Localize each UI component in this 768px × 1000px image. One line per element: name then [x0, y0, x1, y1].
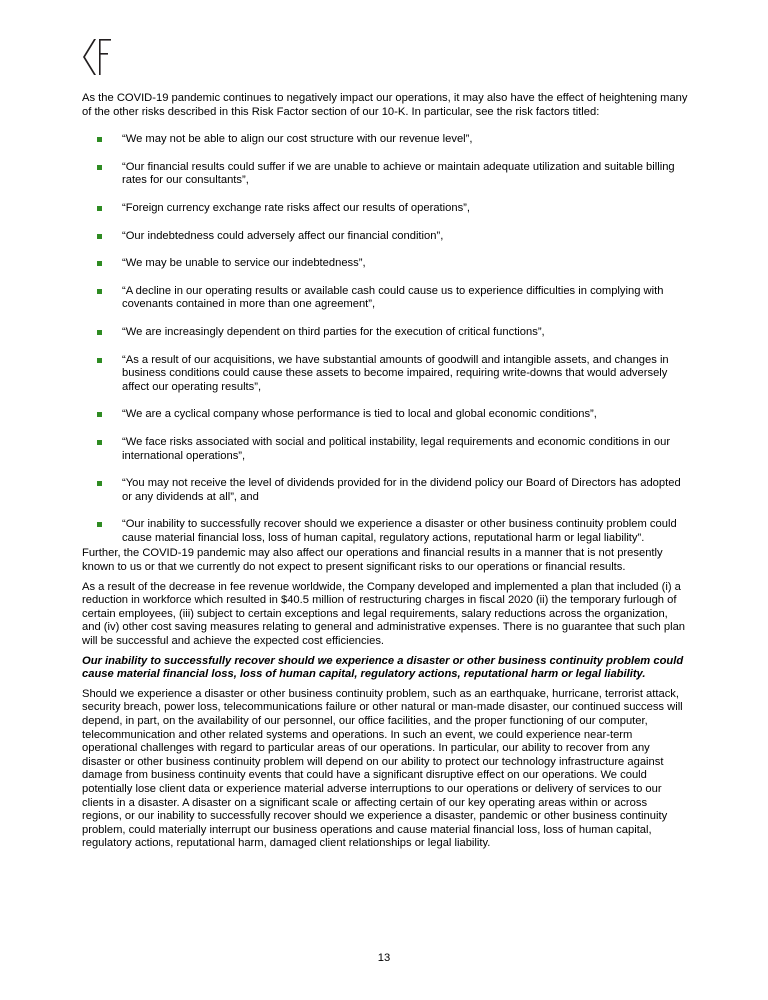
list-item [82, 133, 688, 147]
list-item [82, 285, 688, 312]
disaster-paragraph: Should we experience a disaster or other business continuity problem, such as an earthquake, hurricane, terrorist attack, security breach, power loss, telecommunications failure or other natural or man-made disaster, our continued success will depend, in part, on the availability of our personnel, our office facilities, and the proper functioning of our computer, telecommunication and other related systems and operations. In such an event, we could experience near-term operational challenges with regard to particular areas of our operations. In particular, our ability to recover from any disaster or other business continuity problem will depend on our ability to protect our technology infrastructure against damage from business continuity events that could have a significant disruptive effect on our operations. We could potentially lose client data or experience material adverse interruptions to our operations or delivery of services to our clients in a disaster. A disaster on a significant scale or affecting certain of our key operating areas within or across regions, or our inability to successfully recover should we experience a disaster, pandemic or other business continuity problem, could materially interrupt our business operations and cause material financial loss, loss of human capital, regulatory actions, reputational harm, damaged client relationships or legal liability. [82, 687, 683, 850]
risk-factor-list [82, 133, 688, 545]
further-paragraph: Further, the COVID-19 pandemic may also affect our operations and financial results in a manner that is not presently known to us or that we currently do not expect to present significant risks to our operations or financial results. [82, 547, 663, 574]
risk-factor-text: “We may not be able to align our cost structure with our revenue level”, [122, 133, 473, 146]
risk-factor-text: “We are a cyclical company whose performance is tied to local and global economic conditions”, [122, 408, 597, 421]
risk-factor-text: “You may not receive the level of dividends provided for in the dividend policy our Board of Directors has adopted or any dividends at all”, and [122, 477, 681, 503]
kf-monogram-icon [80, 36, 112, 76]
square-bullet-icon [97, 234, 102, 239]
list-item [82, 436, 688, 463]
list-item [82, 230, 688, 244]
risk-factor-text: “A decline in our operating results or available cash could cause us to experience difficulties in complying with covenants contained in more than one agreement”, [122, 284, 664, 311]
list-item [82, 477, 688, 504]
list-item [82, 518, 688, 545]
square-bullet-icon [97, 206, 102, 211]
document-body [82, 92, 688, 857]
list-item [82, 408, 688, 422]
square-bullet-icon [97, 358, 102, 363]
page-number: 13 [377, 952, 391, 964]
risk-factor-text: “We may be unable to service our indebtedness”, [122, 257, 366, 270]
risk-factor-text: “As a result of our acquisitions, we have substantial amounts of goodwill and intangible assets, and changes in business conditions could cause these assets to become impaired, requiring write-downs that would adversely affect our operating results”, [122, 353, 669, 393]
list-item [82, 326, 688, 340]
square-bullet-icon [97, 440, 102, 445]
list-item [82, 257, 688, 271]
intro-paragraph: As the COVID-19 pandemic continues to negatively impact our operations, it may also have the effect of heightening many of the other risks described in this Risk Factor section of our 10-K. In particular, see the risk factors titled: [82, 92, 688, 118]
risk-factor-text: “Foreign currency exchange rate risks affect our results of operations”, [122, 201, 471, 214]
square-bullet-icon [97, 481, 102, 486]
square-bullet-icon [97, 412, 102, 417]
risk-factor-text: “Our inability to successfully recover should we experience a disaster or other business continuity problem could cause material financial loss, loss of human capital, regulatory actions, reputational harm or legal liability”. [122, 518, 677, 544]
risk-factor-text: “We are increasingly dependent on third parties for the execution of critical functions”, [122, 325, 545, 338]
square-bullet-icon [97, 137, 102, 142]
risk-factor-text: “Our indebtedness could adversely affect our financial condition”, [122, 229, 444, 242]
square-bullet-icon [97, 289, 102, 294]
risk-factor-text: “Our financial results could suffer if we are unable to achieve or maintain adequate utilization and suitable billing rates for our consultants”, [122, 160, 675, 187]
square-bullet-icon [97, 330, 102, 335]
decrease-paragraph: As a result of the decrease in fee revenue worldwide, the Company developed and implemented a plan that included (i) a reduction in workforce which resulted in $40.5 million of restructuring charges in fiscal 2020 (ii) the temporary furlough of certain employees, (iii) subject to certain exceptions and legal requirements, salary reductions across the organization, and (iv) other cost saving measures relating to general and administrative expenses. There is no guarantee that such plan will be successful and achieve the expected cost efficiencies. [82, 580, 686, 648]
list-item [82, 354, 688, 395]
square-bullet-icon [97, 261, 102, 266]
list-item [82, 202, 688, 216]
square-bullet-icon [97, 522, 102, 527]
list-item [82, 161, 688, 188]
risk-factor-text: “We face risks associated with social and political instability, legal requirements and economic conditions in our international operations”, [122, 435, 671, 462]
section-heading: Our inability to successfully recover should we experience a disaster or other business continuity problem could cause material financial loss, loss of human capital, regulatory actions, reputational harm or legal liability. [82, 654, 684, 681]
square-bullet-icon [97, 165, 102, 170]
